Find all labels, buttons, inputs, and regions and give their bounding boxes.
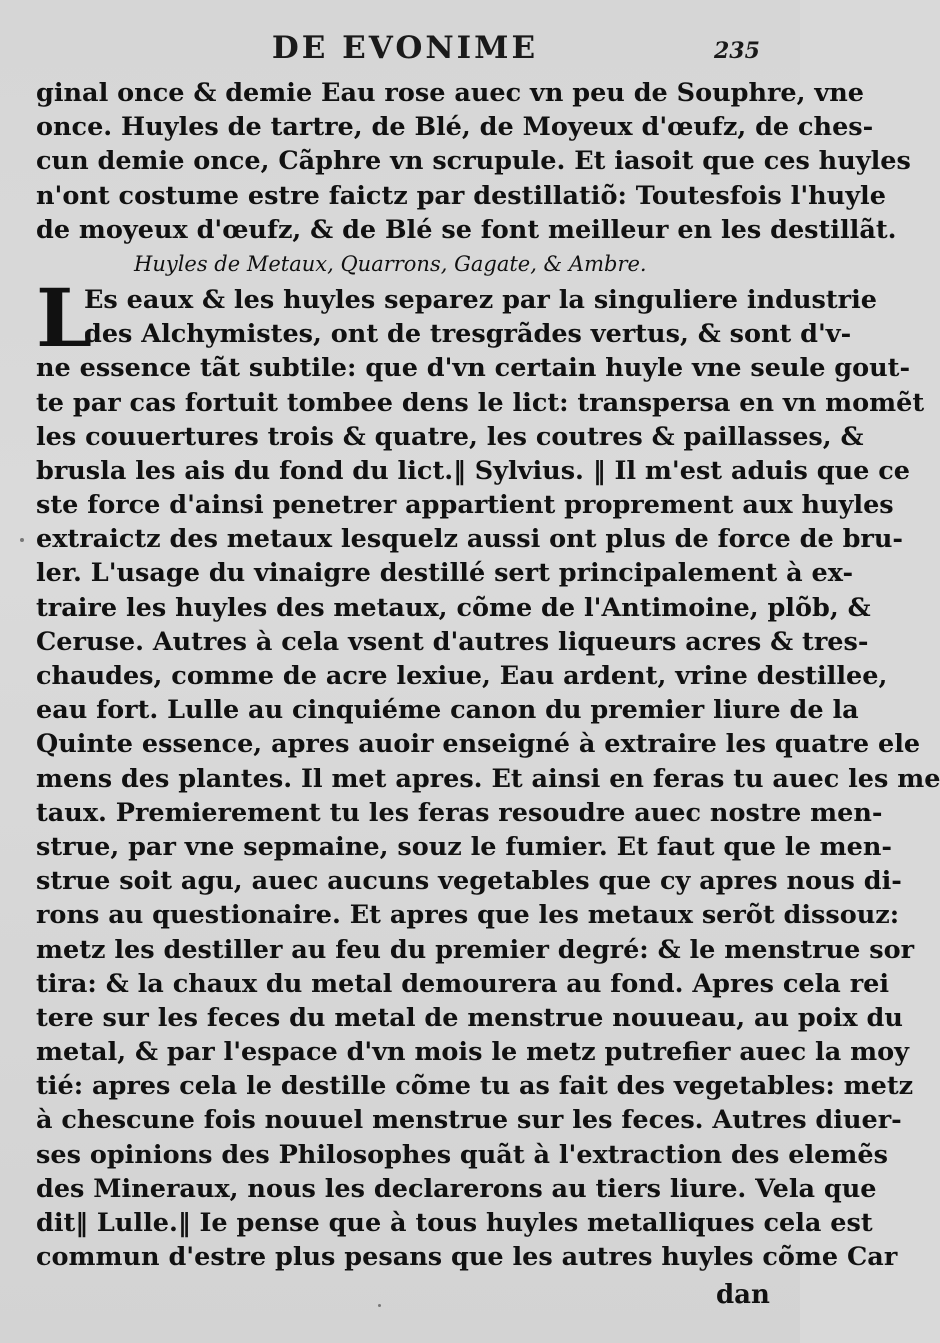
- ink-speck: [20, 538, 24, 542]
- text-line: eau fort. Lulle au cinquiéme canon du premier liure de la: [36, 695, 859, 726]
- text-line: à chescune fois nouuel menstrue sur les feces. Autres diuer-: [36, 1105, 902, 1136]
- text-line: tira: & la chaux du metal demourera au fond. Apres cela rei: [36, 968, 890, 999]
- text-line: les couuertures trois & quatre, les coutres & paillasses, &: [36, 421, 864, 452]
- page-number: 235: [714, 38, 760, 64]
- paragraph-with-initial: [36, 270, 877, 365]
- text-line: rons au questionaire. Et apres que les metaux serõt dissouz:: [36, 900, 900, 931]
- text-line: Quinte essence, apres auoir enseigné à extraire les quatre ele: [36, 729, 921, 760]
- text-line: cun demie once, Cãphre vn scrupule. Et iasoit que ces huyles: [36, 146, 911, 177]
- text-line: once. Huyles de tartre, de Blé, de Moyeux d'œufz, de ches-: [36, 112, 874, 143]
- text-line: metz les destiller au feu du premier degré: & le menstrue sor: [36, 934, 915, 965]
- text-line: tere sur les feces du metal de menstrue nouueau, au poix du: [36, 1002, 903, 1033]
- text-line: mens des plantes. Il met apres. Et ainsi en feras tu auec les me: [36, 763, 940, 794]
- text-line: chaudes, comme de acre lexiue, Eau ardent, vrine destillee,: [36, 661, 888, 691]
- page-header: [0, 30, 800, 70]
- text-line: de moyeux d'œufz, & de Blé se font meilleur en les destillãt.: [36, 214, 897, 245]
- paragraph-continued: [36, 76, 911, 247]
- text-line: dit‖ Lulle.‖ Ie pense que à tous huyles metalliques cela est: [36, 1208, 873, 1238]
- text-line: strue soit agu, auec aucuns vegetables que cy apres nous di-: [36, 866, 902, 897]
- text-line: traire les huyles des metaux, cõme de l'Antimoine, plõb, &: [36, 592, 871, 623]
- section-heading: Huyles de Metaux, Quarrons, Gagate, & Ambre.: [134, 251, 647, 276]
- running-head: DE EVONIME: [271, 30, 539, 66]
- main-text-block: [36, 76, 940, 1274]
- drop-initial: L: [36, 270, 93, 365]
- text-line: te par cas fortuit tombee dens le lict: transpersa en vn momẽt: [36, 387, 925, 418]
- text-line: strue, par vne sepmaine, souz le fumier. Et faut que le men-: [36, 831, 893, 862]
- text-line: ne essence tãt subtile: que d'vn certain huyle vne seule gout-: [36, 353, 911, 384]
- text-line: des Mineraux, nous les declarerons au tiers liure. Vela que: [36, 1173, 877, 1204]
- text-line: metal, & par l'espace d'vn mois le metz putrefier auec la moy: [36, 1037, 909, 1068]
- text-line: n'ont costume estre faictz par destillatiõ: Toutesfois l'huyle: [36, 180, 886, 211]
- text-line: brusla les ais du fond du lict.‖ Sylvius. ‖ Il m'est aduis que ce: [36, 455, 910, 486]
- ink-speck: [378, 1304, 381, 1307]
- text-line: ginal once & demie Eau rose auec vn peu de Souphre, vne: [36, 78, 864, 108]
- text-line: ses opinions des Philosophes quãt à l'extraction des elemẽs: [36, 1139, 888, 1170]
- text-line: des Alchymistes, ont de tresgrãdes vertus, & sont d'v-: [84, 319, 852, 350]
- text-line: tié: apres cela le destille cõme tu as fait des vegetables: metz: [36, 1071, 914, 1102]
- text-line: ste force d'ainsi penetrer appartient proprement aux huyles: [36, 490, 894, 521]
- text-line: commun d'estre plus pesans que les autres huyles cõme Car: [36, 1242, 898, 1273]
- catchword: dan: [716, 1280, 770, 1310]
- text-line: Es eaux & les huyles separez par la singuliere industrie: [84, 284, 877, 315]
- text-line: Ceruse. Autres à cela vsent d'autres liqueurs acres & tres-: [36, 626, 869, 657]
- initial-lines: [36, 270, 877, 365]
- text-line: extraictz des metaux lesquelz aussi ont plus de force de bru-: [36, 524, 903, 555]
- text-line: ler. L'usage du vinaigre destillé sert principalement à ex-: [36, 558, 854, 589]
- text-line: taux. Premierement tu les feras resoudre auec nostre men-: [36, 797, 883, 828]
- paragraph-main: [36, 351, 940, 1274]
